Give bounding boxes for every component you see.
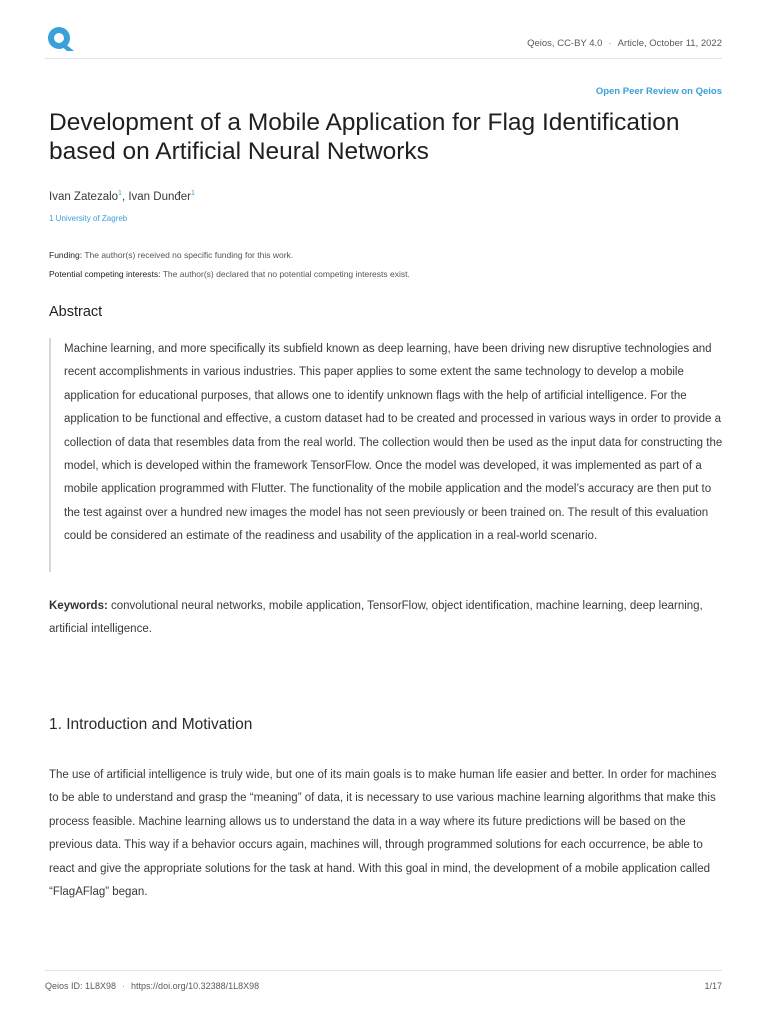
section-heading: 1. Introduction and Motivation — [49, 716, 253, 733]
keywords-text: convolutional neural networks, mobile application, TensorFlow, object identification, machine learning, deep learning, artificial intelligence. — [49, 600, 703, 635]
competing-interests-statement — [49, 269, 410, 279]
abstract-block — [49, 338, 723, 572]
doi-link[interactable]: https://doi.org/10.32388/1L8X98 — [131, 981, 260, 991]
author-affiliation-mark: 1 — [118, 190, 122, 197]
qeios-id: Qeios ID: 1L8X98 — [45, 981, 117, 991]
author-name[interactable]: Ivan Zatezalo — [49, 191, 119, 203]
affiliation: 1 University of Zagreb — [49, 214, 128, 223]
competing-interests-text: The author(s) declared that no potential competing interests exist. — [162, 269, 410, 279]
open-peer-review-link[interactable]: Open Peer Review on Qeios — [595, 86, 722, 97]
paper-title: Development of a Mobile Application for Flag Identification based on Artificial Neural Networks — [49, 109, 680, 165]
author-affiliation-mark: 1 — [191, 190, 195, 197]
meta-separator: · — [608, 38, 612, 49]
author-name[interactable]: Ivan Dunđer — [128, 191, 191, 203]
article-meta — [527, 38, 722, 49]
abstract-heading: Abstract — [49, 304, 103, 320]
funding-label: Funding: — [49, 250, 83, 260]
competing-interests-label: Potential competing interests: — [49, 269, 161, 279]
keywords-label: Keywords: — [49, 600, 108, 612]
footer-info — [45, 981, 259, 991]
article-date: Article, October 11, 2022 — [617, 38, 722, 49]
author-list — [49, 190, 195, 203]
publisher-license: Qeios, CC-BY 4.0 — [527, 38, 603, 49]
page-number: 1/17 — [704, 981, 722, 991]
footer-divider — [45, 970, 722, 971]
footer-separator: · — [122, 981, 126, 991]
author-separator: , — [121, 191, 129, 203]
funding-text: The author(s) received no specific funding for this work. — [84, 250, 294, 260]
qeios-logo-icon[interactable] — [45, 25, 79, 53]
section-paragraph: The use of artificial intelligence is truly wide, but one of its main goals is to make human life easier and better. In order for machines to be able to understand and grasp the “meaning” of data, it is necessary to use various machine learning algorithms that make this process feasible. Machine learning allows us to understand the data in a way where its future predictions will be based on the previous data. This way if a behavior occurs again, machines will, through programmed solutions for each occurrence, be able to react and give the appropriate solutions for the task at hand. With this goal in mind, the development of a mobile application called “FlagAFlag” began. — [49, 769, 717, 899]
abstract-text: Machine learning, and more specifically its subfield known as deep learning, have been driving new disruptive technologies and recent accomplishments in various industries. This paper applies to some extent the same technology to develop a mobile application for educational purposes, that allows one to identify unknown flags with the help of artificial intelligence. For the application to be functional and effective, a custom dataset had to be created and processed in various ways in order to provide a collection of data that resembles data from the real world. The collection would then be used as the input data for constructing the model, which is developed within the framework TensorFlow. Once the model was developed, it was implemented as part of a mobile application programmed with Flutter. The functionality of the mobile application and the model’s accuracy are then put to the test against over a hundred new images the model has not seen previously or been trained on. The result of this evaluation could be considered an estimate of the readiness and usability of the application in a real-world scenario. — [64, 343, 723, 543]
funding-statement — [49, 250, 293, 260]
keywords — [49, 595, 721, 641]
header-divider — [45, 58, 722, 59]
